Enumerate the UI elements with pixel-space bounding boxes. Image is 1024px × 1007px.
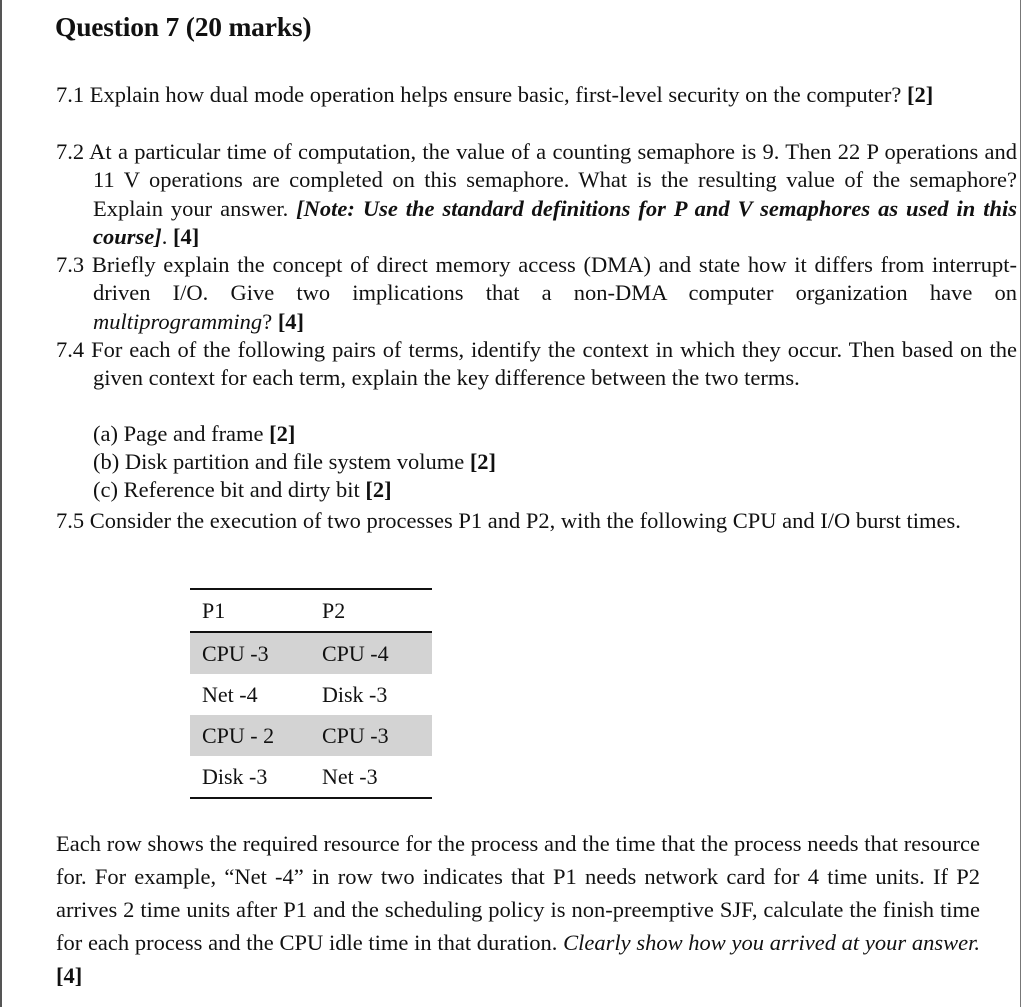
table-row — [190, 633, 432, 674]
question-7-2-text: 7.2 At a particular time of computation, the value of a counting semaphore is 9. Then 22 P operations and 11 V operations are completed on this semaphore. What is the resulting value of the semaphore? Explain your answer. — [56, 139, 1017, 221]
page-edge-left — [0, 0, 2, 1007]
question-7-2-note: [Note: Use the standard definitions for P and V semaphores as used in this course] — [93, 195, 1017, 249]
part-c-text: (c) Reference bit and dirty bit — [93, 477, 360, 502]
page-edge-right — [1020, 0, 1021, 1007]
question-7-4-part-b — [93, 448, 496, 476]
question-7-4-part-c — [93, 476, 392, 504]
table-header-row — [190, 590, 432, 633]
table-cell: Disk -3 — [202, 763, 268, 789]
part-a-text: (a) Page and frame — [93, 421, 264, 446]
part-b-text: (b) Disk partition and file system volume — [93, 449, 465, 474]
question-7-3-qmark: ? — [262, 308, 273, 334]
question-7-3 — [56, 251, 1017, 336]
question-7-2 — [56, 138, 1017, 251]
question-title: Question 7 (20 marks) — [55, 11, 312, 42]
table-cell: CPU - 2 — [202, 722, 275, 748]
question-7-4-text: 7.4 For each of the following pairs of terms, identify the context in which they occur. Then based on the given context for each term, explain the key difference between the two terms. — [56, 337, 1017, 391]
table-cell: CPU -3 — [202, 640, 269, 666]
question-7-3-text: 7.3 Briefly explain the concept of direct memory access (DMA) and state how it differs from interrupt-driven I/O. Give two implications that a non-DMA computer organization have on — [56, 252, 1017, 306]
question-7-2-period: . — [161, 223, 168, 249]
table-row — [190, 674, 432, 715]
question-7-2-marks: [4] — [173, 223, 200, 249]
table-cell: CPU -3 — [322, 722, 389, 748]
closing-paragraph — [56, 827, 980, 992]
question-7-5-text: 7.5 Consider the execution of two processes P1 and P2, with the following CPU and I/O burst times. — [56, 508, 961, 533]
question-7-4-part-a — [93, 420, 295, 448]
closing-marks: [4] — [56, 963, 83, 988]
question-7-4 — [56, 336, 1017, 393]
table-header-p1: P1 — [202, 597, 226, 623]
part-b-marks: [2] — [469, 449, 497, 474]
question-7-3-emphasis: multiprogramming — [93, 308, 263, 334]
question-7-5 — [56, 505, 1017, 537]
table-header-p2: P2 — [322, 597, 346, 623]
table-row — [190, 715, 432, 756]
question-7-3-marks: [4] — [277, 308, 305, 334]
table-cell: Net -4 — [202, 681, 258, 707]
question-7-1-text: 7.1 Explain how dual mode operation helps ensure basic, first-level security on the computer? — [56, 82, 902, 107]
closing-text: Each row shows the required resource for the process and the time that the process needs that resource for. For example, “Net -4” in row two indicates that P1 needs network card for 4 time units. If P2 arrives 2 time units after P1 and the scheduling policy is non-preemptive SJF, calculate the finish time for each process and the CPU idle time in that duration. — [56, 831, 980, 955]
part-c-marks: [2] — [365, 477, 392, 502]
closing-emphasis: Clearly show how you arrived at your answer. — [563, 930, 980, 955]
question-7-1 — [56, 81, 1017, 109]
part-a-marks: [2] — [269, 421, 296, 446]
table-cell: Net -3 — [322, 763, 378, 789]
table-row — [190, 756, 432, 797]
table-cell: CPU -4 — [322, 640, 389, 666]
burst-table — [190, 588, 432, 799]
table-cell: Disk -3 — [322, 681, 388, 707]
question-7-1-marks: [2] — [907, 82, 934, 107]
